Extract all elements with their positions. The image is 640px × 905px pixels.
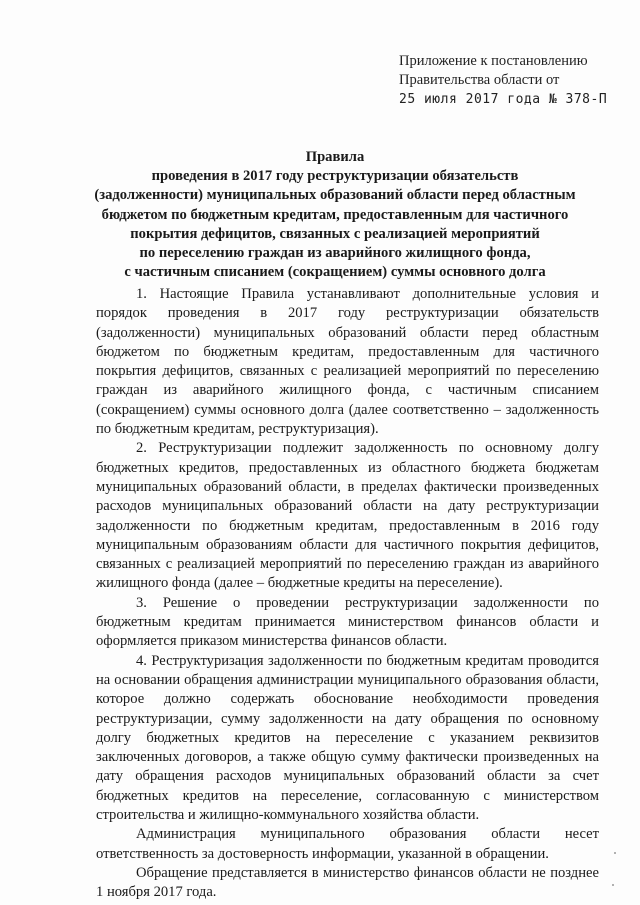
scan-speck <box>614 852 616 854</box>
document-body <box>96 285 599 903</box>
appendix-header-line-1: Приложение к постановлению <box>399 53 588 69</box>
title-line-2: проведения в 2017 году реструктуризации обязательств <box>151 168 519 185</box>
appendix-header-line-2: Правительства области от <box>399 72 560 88</box>
scan-speck <box>612 884 614 886</box>
title-line-5: покрытия дефицитов, связанных с реализацией мероприятий <box>130 225 540 242</box>
title-line-7: с частичным списанием (сокращением) суммы основного долга <box>124 264 546 281</box>
title-line-3: (задолженности) муниципальных образований области перед областным <box>94 187 576 204</box>
paragraph-6: Обращение представляется в министерство финансов области не позднее 1 ноября 2017 года. <box>96 864 599 901</box>
appendix-header <box>399 52 629 109</box>
paragraph-1: 1. Настоящие Правила устанавливают дополнительные условия и порядок проведения в 2017 году реструктуризации обязательств (задолженности) муниципальных образований области перед областным бюджетом по бюджетным кредитам, предоставленным для частичного покрытия дефицитов, связанных с реализацией мероприятий по переселению граждан из аварийного жилищного фонда, с частичным списанием (сокращением) суммы основного долга (далее соответственно – задолженность по бюджетным кредитам, реструктуризация). <box>96 286 599 438</box>
title-line-1: Правила <box>305 149 365 165</box>
title-line-4: бюджетом по бюджетным кредитам, предоставленным для частичного <box>101 206 569 223</box>
paragraph-5: Администрация муниципального образования области несет ответственность за достоверность информации, указанной в обращении. <box>96 826 599 862</box>
paragraph-3: 3. Решение о проведении реструктуризации задолженности по бюджетным кредитам принимается министерством финансов области и оформляется приказом министерства финансов области. <box>96 594 599 650</box>
appendix-header-date: 25 июля 2017 года № 378-П <box>399 92 608 107</box>
title-line-6: по переселению граждан из аварийного жилищного фонда, <box>139 245 531 262</box>
document-title <box>70 148 600 282</box>
paragraph-2: 2. Реструктуризации подлежит задолженность по основному долгу бюджетных кредитов, предоставленных из областного бюджета бюджетам муниципальных образований области, в пределах фактически произведенных расходов муниципальных образований области на дату реструктуризации задолженности по бюджетным кредитам, предоставленным в 2016 году муниципальным образованиям области для частичного покрытия дефицитов, связанных с реализацией мероприятий по переселению граждан из аварийного жилищного фонда (далее – бюджетные кредиты на переселение). <box>96 440 599 592</box>
paragraph-4: 4. Реструктуризация задолженности по бюджетным кредитам проводится на основании обращения администрации муниципального образования области, которое должно содержать обоснование необходимости проведения реструктуризации, сумму задолженности на дату обращения по основному долгу бюджетных кредитов на переселение с указанием реквизитов заключенных договоров, а также общую сумму фактически произведенных на дату обращения расходов муниципальных образований области за счет бюджетных кредитов на переселение, согласованную с министерством строительства и жилищно-коммунального хозяйства области. <box>96 652 599 824</box>
